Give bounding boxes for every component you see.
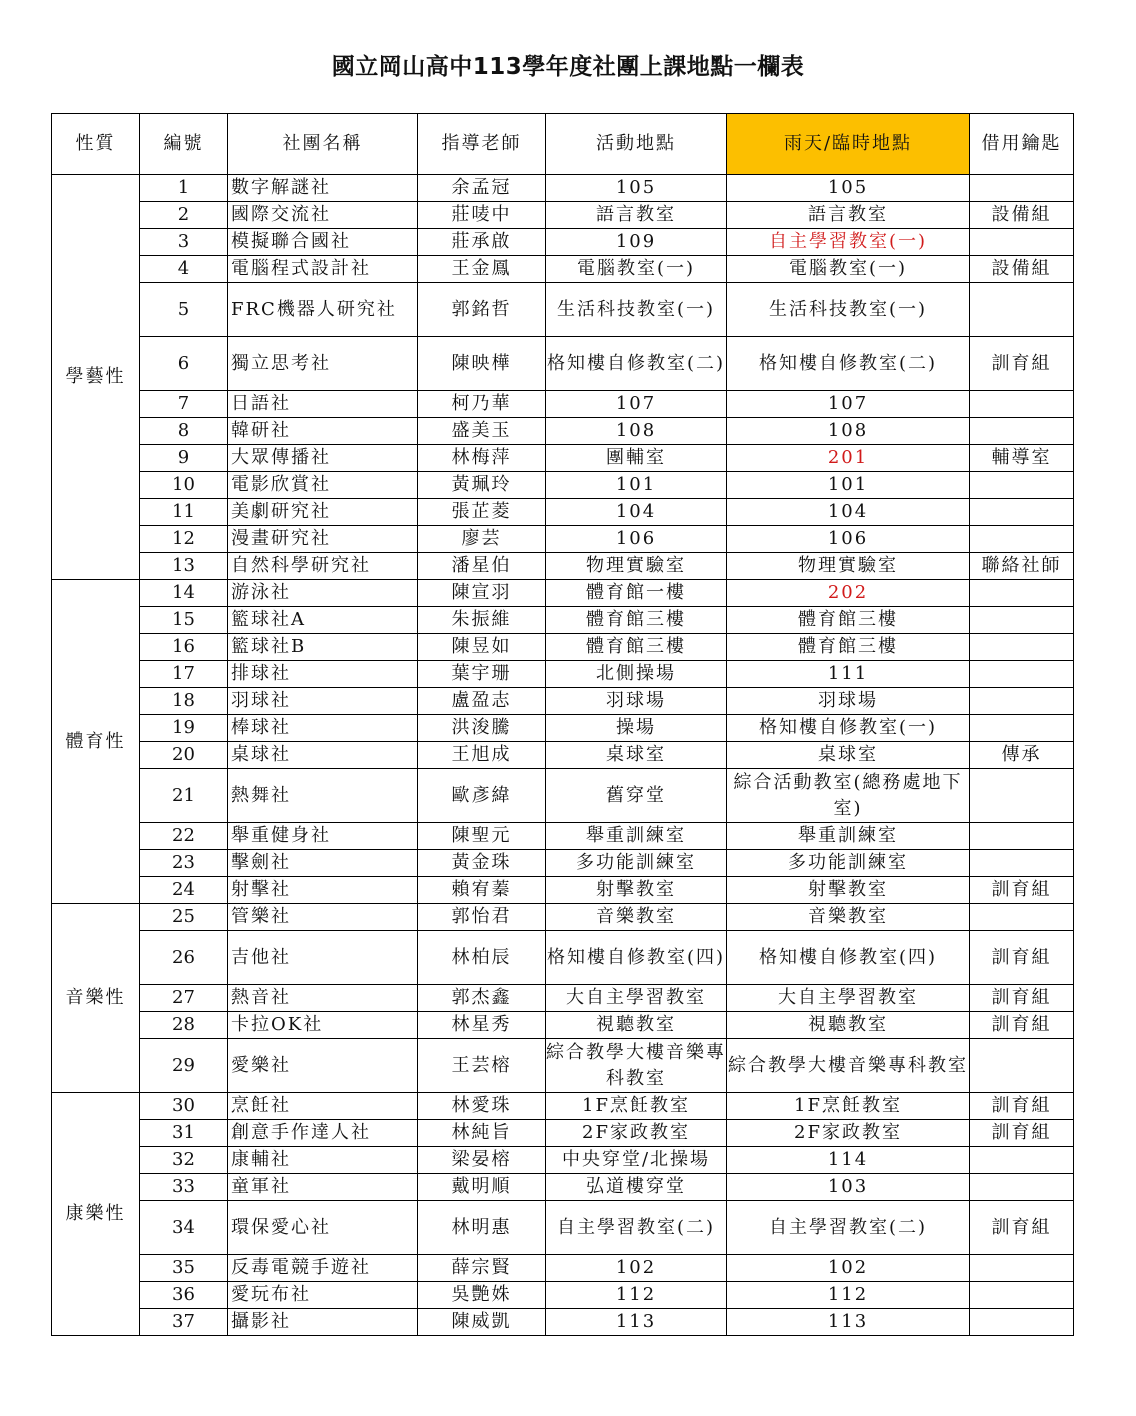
club-name-cell: 自然科學研究社 [228,553,418,580]
club-name-cell: 排球社 [228,661,418,688]
key-cell [970,688,1074,715]
rain-location-cell: 視聽教室 [727,1012,970,1039]
teacher-cell: 陳昱如 [418,634,546,661]
rain-location-cell: 多功能訓練室 [727,850,970,877]
club-name-cell: 電影欣賞社 [228,472,418,499]
club-name-cell: 吉他社 [228,931,418,985]
number-cell: 8 [140,418,228,445]
club-name-cell: 獨立思考社 [228,337,418,391]
number-cell: 23 [140,850,228,877]
teacher-cell: 歐彥緯 [418,769,546,823]
club-name-cell: 日語社 [228,391,418,418]
location-cell: 電腦教室(一) [546,256,727,283]
table-row [52,229,1074,256]
table-row [52,283,1074,337]
rain-location-cell: 羽球場 [727,688,970,715]
rain-location-cell: 自主學習教室(二) [727,1201,970,1255]
club-name-cell: 韓研社 [228,418,418,445]
rain-location-cell: 語言教室 [727,202,970,229]
teacher-cell: 陳宣羽 [418,580,546,607]
teacher-cell: 朱振維 [418,607,546,634]
teacher-cell: 郭杰鑫 [418,985,546,1012]
rain-location-cell: 104 [727,499,970,526]
key-cell: 訓育組 [970,985,1074,1012]
header-location: 活動地點 [546,114,727,175]
number-cell: 34 [140,1201,228,1255]
club-name-cell: 舉重健身社 [228,823,418,850]
number-cell: 13 [140,553,228,580]
teacher-cell: 林明惠 [418,1201,546,1255]
club-name-cell: FRC機器人研究社 [228,283,418,337]
table-row [52,1201,1074,1255]
teacher-cell: 黃珮玲 [418,472,546,499]
table-row [52,742,1074,769]
number-cell: 29 [140,1039,228,1093]
table-row [52,256,1074,283]
location-cell: 107 [546,391,727,418]
table-row [52,526,1074,553]
table-row [52,607,1074,634]
table-row [52,499,1074,526]
location-cell: 綜合教學大樓音樂專科教室 [546,1039,727,1093]
club-name-cell: 熱舞社 [228,769,418,823]
club-name-cell: 漫畫研究社 [228,526,418,553]
number-cell: 14 [140,580,228,607]
rain-location-cell: 體育館三樓 [727,634,970,661]
key-cell: 設備組 [970,256,1074,283]
key-cell [970,526,1074,553]
teacher-cell: 余孟冠 [418,175,546,202]
club-name-cell: 烹飪社 [228,1093,418,1120]
location-cell: 視聽教室 [546,1012,727,1039]
location-cell: 物理實驗室 [546,553,727,580]
key-cell [970,1282,1074,1309]
teacher-cell: 洪浚騰 [418,715,546,742]
location-cell: 弘道樓穿堂 [546,1174,727,1201]
table-row [52,1147,1074,1174]
location-cell: 音樂教室 [546,904,727,931]
location-cell: 舉重訓練室 [546,823,727,850]
teacher-cell: 莊承啟 [418,229,546,256]
key-cell: 傳承 [970,742,1074,769]
number-cell: 17 [140,661,228,688]
teacher-cell: 林純旨 [418,1120,546,1147]
rain-location-cell: 格知樓自修教室(一) [727,715,970,742]
key-cell [970,904,1074,931]
location-cell: 語言教室 [546,202,727,229]
rain-location-cell: 綜合教學大樓音樂專科教室 [727,1039,970,1093]
header-row [52,114,1074,175]
rain-location-cell: 202 [727,580,970,607]
table-row [52,1309,1074,1336]
header-teacher: 指導老師 [418,114,546,175]
location-cell: 113 [546,1309,727,1336]
key-cell [970,580,1074,607]
key-cell: 訓育組 [970,877,1074,904]
club-name-cell: 羽球社 [228,688,418,715]
club-name-cell: 籃球社B [228,634,418,661]
key-cell: 聯絡社師 [970,553,1074,580]
teacher-cell: 林愛珠 [418,1093,546,1120]
rain-location-cell: 格知樓自修教室(四) [727,931,970,985]
table-row [52,202,1074,229]
key-cell [970,823,1074,850]
key-cell: 訓育組 [970,1120,1074,1147]
table-row [52,877,1074,904]
teacher-cell: 梁晏榕 [418,1147,546,1174]
table-row [52,1282,1074,1309]
number-cell: 27 [140,985,228,1012]
key-cell [970,229,1074,256]
club-name-cell: 管樂社 [228,904,418,931]
rain-location-cell: 105 [727,175,970,202]
rain-location-cell: 1F烹飪教室 [727,1093,970,1120]
teacher-cell: 薛宗賢 [418,1255,546,1282]
table-row [52,985,1074,1012]
rain-location-cell: 大自主學習教室 [727,985,970,1012]
location-cell: 桌球室 [546,742,727,769]
teacher-cell: 盧盈志 [418,688,546,715]
rain-location-cell: 體育館三樓 [727,607,970,634]
club-name-cell: 童軍社 [228,1174,418,1201]
rain-location-cell: 108 [727,418,970,445]
number-cell: 9 [140,445,228,472]
rain-location-cell: 舉重訓練室 [727,823,970,850]
location-cell: 112 [546,1282,727,1309]
key-cell [970,1255,1074,1282]
key-cell: 訓育組 [970,1012,1074,1039]
number-cell: 24 [140,877,228,904]
table-row [52,337,1074,391]
teacher-cell: 陳威凱 [418,1309,546,1336]
location-cell: 團輔室 [546,445,727,472]
number-cell: 31 [140,1120,228,1147]
rain-location-cell: 102 [727,1255,970,1282]
number-cell: 35 [140,1255,228,1282]
club-name-cell: 電腦程式設計社 [228,256,418,283]
teacher-cell: 潘星伯 [418,553,546,580]
number-cell: 12 [140,526,228,553]
teacher-cell: 葉宇珊 [418,661,546,688]
table-row [52,931,1074,985]
table-row [52,904,1074,931]
teacher-cell: 林柏辰 [418,931,546,985]
key-cell [970,715,1074,742]
table-row [52,715,1074,742]
table-row [52,1174,1074,1201]
number-cell: 2 [140,202,228,229]
location-cell: 102 [546,1255,727,1282]
table-row [52,1255,1074,1282]
club-name-cell: 大眾傳播社 [228,445,418,472]
number-cell: 4 [140,256,228,283]
table-row [52,823,1074,850]
key-cell [970,175,1074,202]
location-cell: 104 [546,499,727,526]
club-name-cell: 數字解謎社 [228,175,418,202]
location-cell: 108 [546,418,727,445]
number-cell: 6 [140,337,228,391]
table-row [52,553,1074,580]
location-cell: 2F家政教室 [546,1120,727,1147]
number-cell: 26 [140,931,228,985]
number-cell: 11 [140,499,228,526]
teacher-cell: 張芷菱 [418,499,546,526]
teacher-cell: 廖芸 [418,526,546,553]
key-cell [970,283,1074,337]
club-name-cell: 卡拉OK社 [228,1012,418,1039]
key-cell: 訓育組 [970,1093,1074,1120]
location-cell: 105 [546,175,727,202]
key-cell [970,1147,1074,1174]
table-row [52,1093,1074,1120]
teacher-cell: 郭怡君 [418,904,546,931]
number-cell: 32 [140,1147,228,1174]
header-rain-location: 雨天/臨時地點 [727,114,970,175]
location-cell: 109 [546,229,727,256]
club-name-cell: 熱音社 [228,985,418,1012]
rain-location-cell: 生活科技教室(一) [727,283,970,337]
number-cell: 16 [140,634,228,661]
teacher-cell: 林星秀 [418,1012,546,1039]
number-cell: 36 [140,1282,228,1309]
location-cell: 北側操場 [546,661,727,688]
key-cell [970,1039,1074,1093]
table-row [52,418,1074,445]
number-cell: 25 [140,904,228,931]
location-cell: 舊穿堂 [546,769,727,823]
rain-location-cell: 103 [727,1174,970,1201]
location-cell: 格知樓自修教室(二) [546,337,727,391]
category-cell: 音樂性 [52,904,140,1093]
number-cell: 15 [140,607,228,634]
teacher-cell: 林梅萍 [418,445,546,472]
table-row [52,634,1074,661]
club-name-cell: 桌球社 [228,742,418,769]
teacher-cell: 王旭成 [418,742,546,769]
club-name-cell: 愛玩布社 [228,1282,418,1309]
location-cell: 體育館三樓 [546,634,727,661]
rain-location-cell: 物理實驗室 [727,553,970,580]
table-row [52,175,1074,202]
club-name-cell: 康輔社 [228,1147,418,1174]
number-cell: 21 [140,769,228,823]
number-cell: 20 [140,742,228,769]
rain-location-cell: 201 [727,445,970,472]
key-cell [970,1309,1074,1336]
teacher-cell: 王金鳳 [418,256,546,283]
location-cell: 體育館一樓 [546,580,727,607]
page-title: 國立岡山高中113學年度社團上課地點一欄表 [331,54,805,80]
rain-location-cell: 114 [727,1147,970,1174]
location-cell: 射擊教室 [546,877,727,904]
category-cell: 學藝性 [52,175,140,580]
club-name-cell: 籃球社A [228,607,418,634]
location-cell: 羽球場 [546,688,727,715]
category-cell: 康樂性 [52,1093,140,1336]
key-cell: 訓育組 [970,1201,1074,1255]
category-cell: 體育性 [52,580,140,904]
key-cell: 輔導室 [970,445,1074,472]
location-cell: 自主學習教室(二) [546,1201,727,1255]
rain-location-cell: 桌球室 [727,742,970,769]
table-row [52,1120,1074,1147]
key-cell: 訓育組 [970,931,1074,985]
teacher-cell: 柯乃華 [418,391,546,418]
number-cell: 10 [140,472,228,499]
table-row [52,661,1074,688]
table-row [52,1039,1074,1093]
location-cell: 格知樓自修教室(四) [546,931,727,985]
club-name-cell: 國際交流社 [228,202,418,229]
rain-location-cell: 格知樓自修教室(二) [727,337,970,391]
key-cell [970,634,1074,661]
club-name-cell: 環保愛心社 [228,1201,418,1255]
key-cell [970,1174,1074,1201]
teacher-cell: 賴宥蓁 [418,877,546,904]
rain-location-cell: 112 [727,1282,970,1309]
location-cell: 體育館三樓 [546,607,727,634]
table-row [52,769,1074,823]
location-cell: 106 [546,526,727,553]
header-club: 社團名稱 [228,114,418,175]
teacher-cell: 莊唛中 [418,202,546,229]
number-cell: 30 [140,1093,228,1120]
key-cell [970,499,1074,526]
teacher-cell: 郭銘哲 [418,283,546,337]
club-name-cell: 愛樂社 [228,1039,418,1093]
table-row [52,688,1074,715]
rain-location-cell: 射擊教室 [727,877,970,904]
teacher-cell: 陳映樺 [418,337,546,391]
table-row [52,850,1074,877]
table-row [52,445,1074,472]
location-cell: 多功能訓練室 [546,850,727,877]
rain-location-cell: 113 [727,1309,970,1336]
table-row [52,472,1074,499]
number-cell: 33 [140,1174,228,1201]
club-name-cell: 游泳社 [228,580,418,607]
rain-location-cell: 101 [727,472,970,499]
key-cell [970,607,1074,634]
rain-location-cell: 111 [727,661,970,688]
teacher-cell: 黃金珠 [418,850,546,877]
club-location-table [51,113,1074,1336]
number-cell: 7 [140,391,228,418]
number-cell: 3 [140,229,228,256]
rain-location-cell: 2F家政教室 [727,1120,970,1147]
header-key: 借用鑰匙 [970,114,1074,175]
key-cell [970,418,1074,445]
club-name-cell: 反毒電競手遊社 [228,1255,418,1282]
number-cell: 18 [140,688,228,715]
teacher-cell: 王芸榕 [418,1039,546,1093]
location-cell: 1F烹飪教室 [546,1093,727,1120]
club-name-cell: 模擬聯合國社 [228,229,418,256]
table-row [52,580,1074,607]
club-name-cell: 創意手作達人社 [228,1120,418,1147]
number-cell: 28 [140,1012,228,1039]
number-cell: 5 [140,283,228,337]
rain-location-cell: 電腦教室(一) [727,256,970,283]
rain-location-cell: 自主學習教室(一) [727,229,970,256]
table-row [52,1012,1074,1039]
key-cell [970,391,1074,418]
key-cell: 訓育組 [970,337,1074,391]
number-cell: 37 [140,1309,228,1336]
club-name-cell: 擊劍社 [228,850,418,877]
location-cell: 操場 [546,715,727,742]
teacher-cell: 吳艷姝 [418,1282,546,1309]
key-cell [970,769,1074,823]
location-cell: 中央穿堂/北操場 [546,1147,727,1174]
rain-location-cell: 音樂教室 [727,904,970,931]
number-cell: 22 [140,823,228,850]
teacher-cell: 陳聖元 [418,823,546,850]
number-cell: 19 [140,715,228,742]
rain-location-cell: 107 [727,391,970,418]
header-category: 性質 [52,114,140,175]
key-cell [970,661,1074,688]
location-cell: 大自主學習教室 [546,985,727,1012]
key-cell: 設備組 [970,202,1074,229]
club-name-cell: 射擊社 [228,877,418,904]
table-row [52,391,1074,418]
header-number: 編號 [140,114,228,175]
location-cell: 生活科技教室(一) [546,283,727,337]
number-cell: 1 [140,175,228,202]
teacher-cell: 戴明順 [418,1174,546,1201]
rain-location-cell: 106 [727,526,970,553]
key-cell [970,850,1074,877]
key-cell [970,472,1074,499]
club-name-cell: 攝影社 [228,1309,418,1336]
club-name-cell: 棒球社 [228,715,418,742]
teacher-cell: 盛美玉 [418,418,546,445]
rain-location-cell: 綜合活動教室(總務處地下室) [727,769,970,823]
location-cell: 101 [546,472,727,499]
club-name-cell: 美劇研究社 [228,499,418,526]
